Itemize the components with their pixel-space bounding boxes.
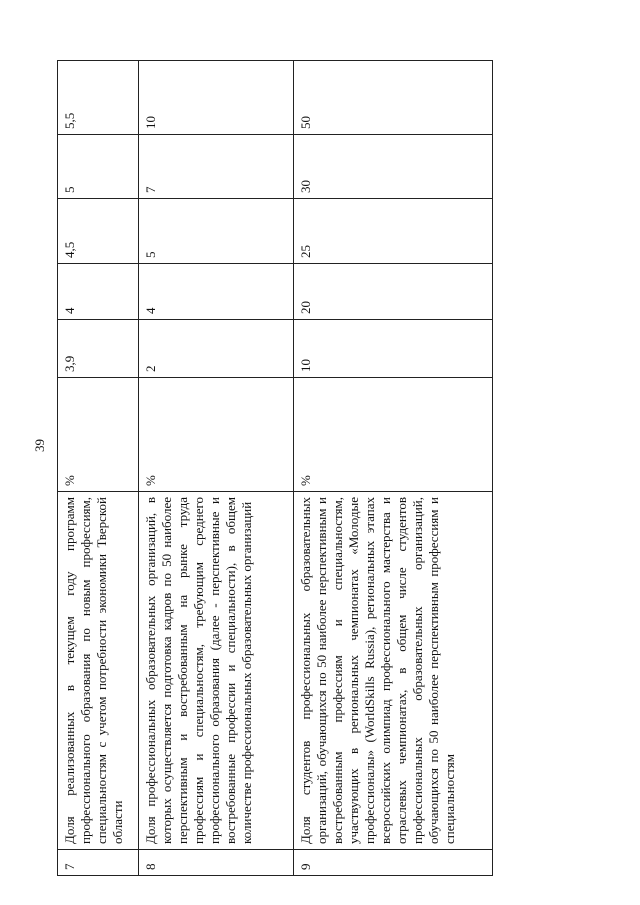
indicator-description: Доля профессиональных образовательных организаций, в которых осуществляется подготовка кадров по 50 наиболее перспективным и востребованным на рынке труда профессиям и специальностям, требующим среднего профессионального образования (далее - перспективные и востребованные профессии и специальности), в общем количестве профессиональных образовательных организаций	[139, 492, 294, 850]
indicators-table	[57, 60, 493, 876]
value-cell: 4	[139, 264, 294, 320]
value-cell: 20	[294, 264, 493, 320]
table-row	[294, 61, 493, 876]
rotated-table-wrapper	[57, 61, 477, 876]
indicator-description: Доля реализованных в текущем году программ профессионального образования по новым профессиям, специальностям с учетом потребности экономики Тверской области	[58, 492, 139, 850]
table-row	[58, 61, 139, 876]
row-number: 9	[294, 850, 493, 876]
unit-cell: %	[139, 378, 294, 492]
row-number: 7	[58, 850, 139, 876]
value-cell: 4,5	[58, 199, 139, 264]
value-cell: 5,5	[58, 61, 139, 135]
value-cell: 50	[294, 61, 493, 135]
value-cell: 3,9	[58, 320, 139, 378]
value-cell: 4	[58, 264, 139, 320]
unit-cell: %	[58, 378, 139, 492]
row-number: 8	[139, 850, 294, 876]
table-row	[139, 61, 294, 876]
indicator-description: Доля студентов профессиональных образовательных организаций, обучающихся по 50 наиболее перспективным и востребованным профессиям и специальностям, участвующих в региональных чемпионатах «Молодые профессионалы» (WorldSkills Russia), региональных этапах всероссийских олимпиад профессионального мастерства и отраслевых чемпионатах, в общем числе студентов профессиональных образовательных организаций, обучающихся по 50 наиболее перспективным профессиям и специальностям	[294, 492, 493, 850]
value-cell: 2	[139, 320, 294, 378]
unit-cell: %	[294, 378, 493, 492]
value-cell: 10	[139, 61, 294, 135]
value-cell: 25	[294, 199, 493, 264]
value-cell: 5	[58, 135, 139, 199]
value-cell: 7	[139, 135, 294, 199]
page-number: 39	[32, 439, 47, 452]
value-cell: 10	[294, 320, 493, 378]
value-cell: 30	[294, 135, 493, 199]
value-cell: 5	[139, 199, 294, 264]
